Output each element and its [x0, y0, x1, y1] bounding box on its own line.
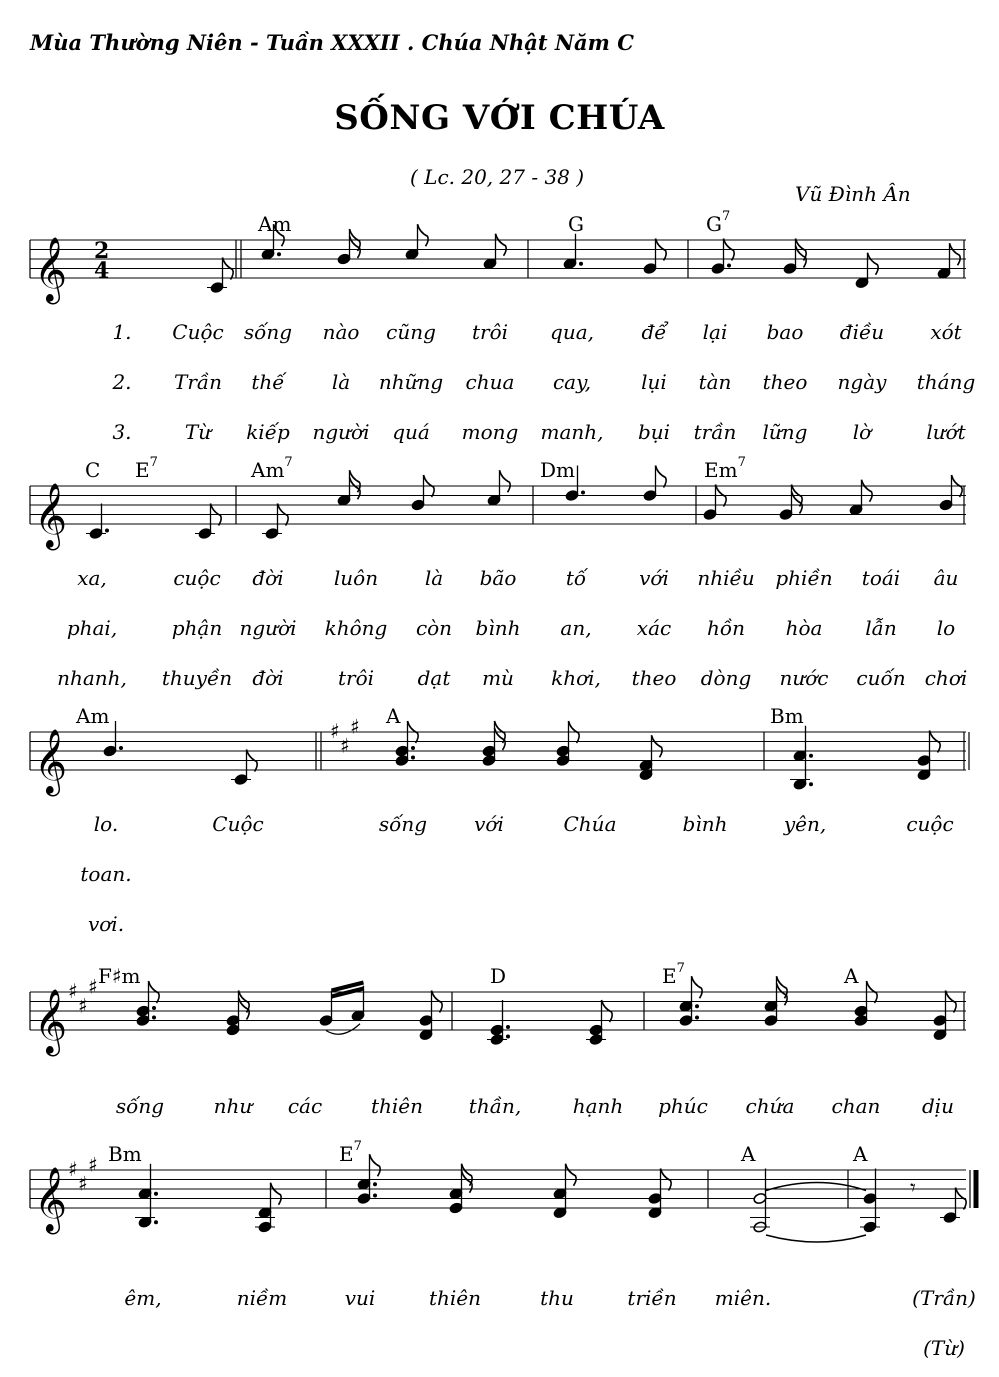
lyric-syllable: 1.	[112, 320, 132, 344]
treble-clef: 𝄞	[34, 237, 68, 302]
lyric-syllable: người	[239, 616, 297, 640]
lyric-syllable: Cuộc	[212, 812, 264, 836]
lyric-syllable: dòng	[700, 666, 752, 690]
lyric-syllable: nào	[322, 320, 360, 344]
lyric-syllable: qua,	[550, 320, 594, 344]
note-flag	[370, 1154, 381, 1176]
lyric-syllable: lụi	[641, 370, 667, 394]
lyric-syllable: lo	[936, 616, 956, 640]
treble-clef: 𝄞	[34, 989, 68, 1054]
chord-root: A	[386, 704, 401, 728]
lyric-syllable: (Từ)	[923, 1336, 965, 1360]
lyric-syllable: trần	[693, 420, 737, 444]
lyric-syllable: hạnh	[572, 1094, 624, 1118]
chord-symbol	[108, 1142, 142, 1166]
lyric-syllable: mù	[482, 666, 514, 690]
lyric-syllable: lướt	[926, 420, 966, 444]
chord-symbol	[706, 209, 731, 236]
lyric-syllable: như	[213, 1094, 253, 1118]
chord-root: Bm	[770, 704, 804, 728]
lyric-syllable: chan	[831, 1094, 881, 1118]
lyric-syllable: người	[312, 420, 370, 444]
note-flag	[868, 253, 879, 275]
lyric-syllable: nhanh,	[57, 666, 127, 690]
lyric-syllable: dạt	[417, 666, 451, 690]
chord-extension: 7	[737, 455, 746, 471]
lyric-syllable: xa,	[77, 566, 107, 590]
lyric-syllable: âu	[933, 566, 959, 590]
scripture-reference: ( Lc. 20, 27 - 38 )	[410, 165, 585, 189]
lyric-syllable: thế	[251, 370, 285, 394]
lyric-syllable: Từ	[184, 420, 212, 444]
chord-symbol	[490, 964, 506, 988]
lyric-syllable: vui	[344, 1286, 376, 1310]
lyric-syllable: yên,	[783, 812, 827, 836]
note-flag	[500, 470, 511, 492]
lyric-syllable: miên.	[714, 1286, 772, 1310]
note-flag	[239, 998, 250, 1020]
note-dot	[411, 756, 415, 760]
chord-symbol	[704, 455, 746, 482]
note-flag	[566, 1164, 577, 1186]
note-dot	[727, 264, 731, 268]
lyric-syllable: xác	[636, 616, 672, 640]
note-dot	[695, 1016, 699, 1020]
chord-root: G	[568, 212, 584, 236]
lyric-syllable: (Trần)	[912, 1286, 976, 1310]
lyric-syllable: điều	[839, 320, 885, 344]
chord-root: Am	[258, 212, 292, 236]
chord-extension: 7	[721, 209, 731, 225]
lyric-syllable: các	[287, 1094, 323, 1118]
chord-root: F♯m	[98, 964, 141, 988]
chord-symbol	[844, 964, 858, 988]
chord-symbol	[258, 212, 291, 236]
lyric-syllable: với	[639, 566, 669, 590]
chord-root: E	[339, 1142, 354, 1166]
lyric-syllable: nước	[779, 666, 829, 690]
sharp-sign: ♯	[88, 974, 98, 999]
lyric-syllable: thu	[540, 1286, 574, 1310]
lyric-syllable: niềm	[236, 1286, 288, 1310]
sharp-sign: ♯	[340, 733, 350, 758]
lyric-syllable: dịu	[921, 1094, 955, 1118]
chord-symbol	[76, 704, 109, 728]
lyric-syllable: toan.	[80, 862, 132, 886]
lyric-syllable: bão	[479, 566, 517, 590]
slur	[326, 1024, 360, 1034]
song-title: SỐNG VỚI CHÚA	[334, 98, 665, 138]
chord-symbol	[386, 704, 400, 728]
lyric-syllable: kiếp	[246, 420, 290, 444]
lyric-syllable: với	[474, 812, 504, 836]
chord-symbol	[770, 704, 804, 728]
note-flag	[350, 236, 361, 258]
note-flag	[418, 224, 429, 246]
lyric-syllable: luôn	[333, 566, 379, 590]
lyric-syllable: phúc	[658, 1094, 708, 1118]
chord-symbol	[741, 1142, 755, 1166]
lyric-syllable: theo	[762, 370, 808, 394]
note-dot	[277, 252, 281, 256]
treble-clef: 𝄞	[34, 1167, 68, 1232]
note-dot	[506, 1035, 510, 1039]
lyric-syllable: cay,	[552, 370, 592, 394]
chord-symbol	[339, 1139, 362, 1166]
lyric-syllable: lo.	[93, 812, 119, 836]
note-dot	[695, 1004, 699, 1008]
tie	[766, 1235, 866, 1242]
lyric-syllable: chua	[465, 370, 515, 394]
sharp-sign: ♯	[78, 993, 88, 1018]
lyric-syllable: manh,	[540, 420, 604, 444]
lyric-syllable: lẫn	[865, 616, 897, 640]
sharp-sign: ♯	[88, 1152, 98, 1177]
lyric-syllable: bình	[682, 812, 728, 836]
note-dot	[411, 746, 415, 750]
note-flag	[950, 243, 961, 265]
lyric-syllable: xót	[930, 320, 962, 344]
lyric-syllable: thuyền	[161, 666, 233, 690]
treble-clef: 𝄞	[34, 729, 68, 794]
lyric-syllable: phiền	[775, 566, 833, 590]
lyric-syllable: trôi	[337, 666, 375, 690]
chord-symbol	[540, 458, 575, 482]
lyric-syllable: theo	[631, 666, 677, 690]
lyric-syllable: thiên	[428, 1286, 482, 1310]
chord-root: D	[490, 964, 507, 988]
chord-root: C	[85, 458, 101, 482]
lyric-syllable: toái	[861, 566, 901, 590]
lyric-syllable: Chúa	[563, 812, 617, 836]
lyric-syllable: khơi,	[551, 666, 601, 690]
lyric-syllable: vơi.	[87, 912, 125, 936]
lyric-syllable: là	[331, 370, 351, 394]
note-flag	[271, 1183, 282, 1205]
lyric-syllable: sống	[378, 812, 428, 836]
chord-root: A	[853, 1142, 868, 1166]
lyric-syllable: quá	[392, 420, 430, 444]
time-signature-bottom: 4	[94, 258, 110, 284]
note-dot	[152, 1006, 156, 1010]
lyric-syllable: phận	[171, 616, 223, 640]
lyric-syllable: để	[641, 320, 667, 344]
note-dot	[152, 1016, 156, 1020]
lyric-syllable: trôi	[471, 320, 509, 344]
lyric-syllable: 3.	[112, 420, 132, 444]
sharp-sign: ♯	[330, 719, 340, 743]
chord-root: Am	[251, 458, 285, 482]
chord-symbol	[662, 961, 685, 988]
sharp-sign: ♯	[68, 1157, 78, 1181]
lyric-syllable: lững	[762, 420, 808, 444]
lyric-syllable: mong	[461, 420, 519, 444]
note-flag	[656, 466, 667, 488]
lyric-syllable: sống	[115, 1094, 165, 1118]
lyric-syllable: đời	[252, 666, 284, 690]
lyric-syllable: tháng	[916, 370, 976, 394]
lyric-syllable: bụi	[637, 420, 671, 444]
note-flag	[862, 480, 873, 502]
note-flag	[496, 234, 507, 256]
composer: Vũ Đình Ân	[795, 182, 911, 206]
note-dot	[373, 1182, 377, 1186]
lyric-syllable: ngày	[837, 370, 887, 394]
chord-symbol	[98, 964, 141, 988]
lyric-syllable: chơi	[924, 666, 968, 690]
note-dot	[809, 782, 813, 786]
chord-symbol	[85, 458, 100, 482]
lyric-syllable: Cuộc	[172, 320, 224, 344]
chord-extension: 7	[353, 1139, 362, 1155]
note-dot	[506, 1025, 510, 1029]
chord-extension: 7	[284, 455, 293, 471]
chord-symbol	[135, 455, 158, 482]
sharp-sign: ♯	[78, 1171, 88, 1196]
note-flag	[692, 976, 703, 998]
chord-root: E	[135, 458, 150, 482]
liturgical-season: Mùa Thường Niên - Tuần XXXII . Chúa Nhật Năm C	[30, 30, 634, 55]
lyric-syllable: thiên	[370, 1094, 424, 1118]
chord-extension: 7	[676, 961, 685, 977]
lyric-syllable: đời	[252, 566, 284, 590]
chord-root: E	[662, 964, 677, 988]
sharp-sign: ♯	[68, 979, 78, 1003]
note-flag	[796, 246, 807, 268]
lyric-syllable: cuộc	[173, 566, 221, 590]
lyric-syllable: lại	[702, 320, 728, 344]
chord-root: Bm	[108, 1142, 142, 1166]
chord-root: A	[741, 1142, 756, 1166]
lyric-syllable: nhiều	[697, 566, 755, 590]
lyric-syllable: tố	[565, 566, 587, 590]
lyric-syllable: không	[324, 616, 388, 640]
chord-extension: 7	[149, 455, 158, 471]
lyric-syllable: bao	[766, 320, 804, 344]
treble-clef: 𝄞	[34, 483, 68, 548]
chord-root: Am	[76, 704, 110, 728]
lyric-syllable: bình	[475, 616, 521, 640]
chord-root: Em	[704, 458, 738, 482]
note-flag	[652, 735, 663, 757]
note-dot	[579, 262, 583, 266]
lyric-syllable: triền	[627, 1286, 677, 1310]
note-flag	[495, 728, 506, 750]
lyric-syllable: tàn	[698, 370, 732, 394]
note-dot	[809, 754, 813, 758]
lyric-syllable: hòa	[785, 616, 823, 640]
chord-symbol	[853, 1142, 867, 1166]
lyric-syllable: còn	[415, 616, 453, 640]
lyric-syllable: cũng	[386, 320, 436, 344]
lyric-syllable: an,	[560, 616, 592, 640]
note-dot	[373, 1194, 377, 1198]
lyric-syllable: là	[424, 566, 444, 590]
note-dot	[581, 491, 585, 495]
lyric-syllable: 2.	[112, 370, 132, 394]
lyric-syllable: những	[378, 370, 444, 394]
lyric-syllable: êm,	[124, 1286, 162, 1310]
lyric-syllable: cuộc	[906, 812, 954, 836]
chord-symbol	[251, 455, 293, 482]
note-flag	[792, 492, 803, 514]
lyric-syllable: phai,	[66, 616, 118, 640]
chord-root: Dm	[540, 458, 575, 482]
eighth-rest: 𝄾	[910, 1176, 916, 1201]
note-dot	[154, 1220, 158, 1224]
lyric-syllable: chứa	[745, 1094, 795, 1118]
note-dot	[105, 529, 109, 533]
time-signature-top: 2	[94, 238, 110, 264]
lyric-syllable: Trần	[173, 370, 223, 394]
chord-root: G	[706, 212, 722, 236]
sharp-sign: ♯	[350, 714, 360, 739]
lyric-syllable: sống	[243, 320, 293, 344]
lyric-syllable: lờ	[852, 420, 872, 444]
note-dot	[154, 1192, 158, 1196]
chord-root: A	[844, 964, 859, 988]
chord-symbol	[568, 212, 584, 236]
lyric-syllable: cuốn	[856, 666, 906, 690]
lyric-syllable: hồn	[707, 616, 745, 640]
note-dot	[119, 746, 123, 750]
lyric-syllable: thần,	[468, 1094, 522, 1118]
